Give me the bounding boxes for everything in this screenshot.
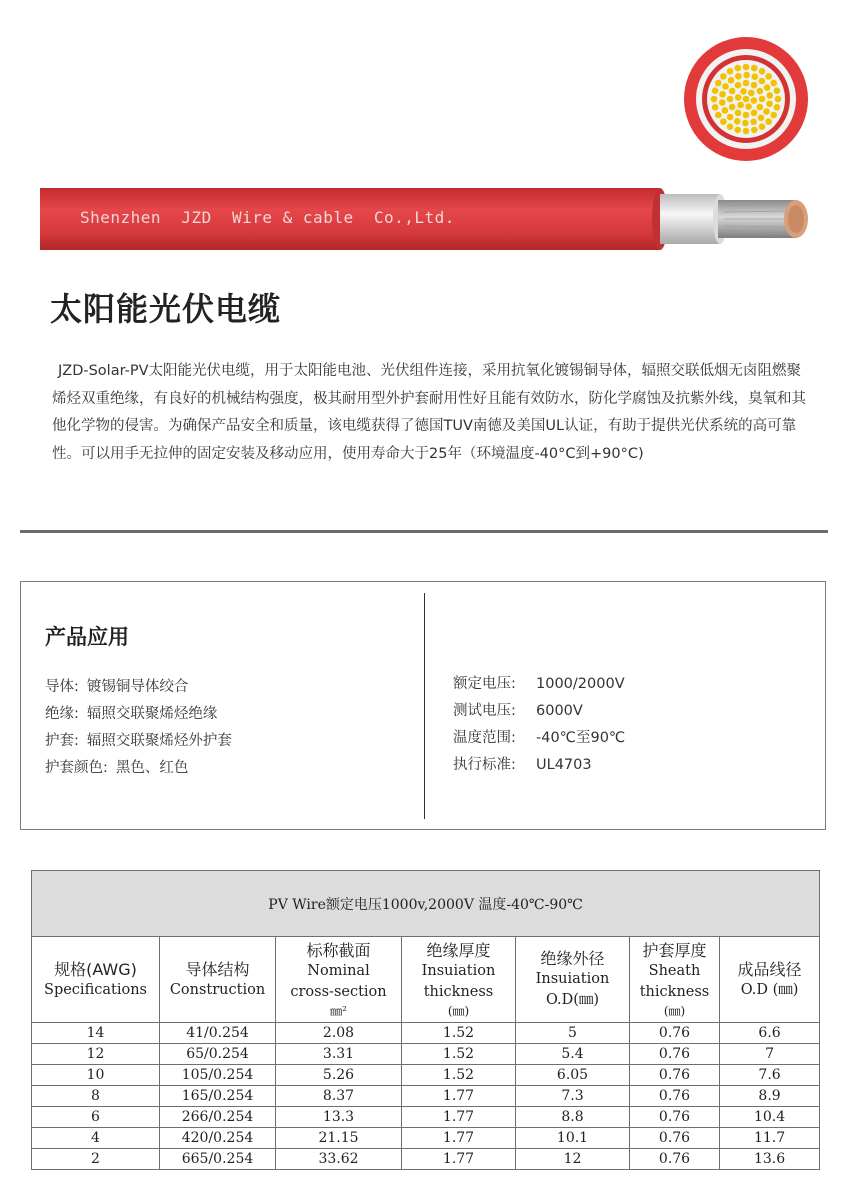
conductor-strand (748, 90, 755, 97)
conductor-strand (743, 72, 750, 79)
column-header: 护套厚度 Sheath thickness (㎜) (630, 937, 720, 1023)
conductor-strand (745, 103, 752, 110)
spec-item: 导体: 镀锡铜导体绞合 (45, 679, 189, 695)
table-row (32, 1128, 820, 1149)
conductor-strand (728, 77, 735, 84)
conductor-strand (751, 73, 758, 80)
table-cell: 10.4 (720, 1107, 820, 1128)
conductor-strand (757, 88, 764, 95)
table-cell: 0.76 (630, 1149, 720, 1170)
conductor-strand (715, 112, 722, 119)
table-cell: 0.76 (630, 1107, 720, 1128)
conductor-strand (763, 108, 770, 115)
conductor-strand (743, 64, 750, 71)
conductor-strand (774, 87, 781, 94)
conductor-strand (759, 96, 766, 103)
conductor-strand (719, 99, 726, 106)
conductor-strand (743, 80, 750, 87)
conductor-strand (734, 118, 741, 125)
table-cell: 7 (720, 1044, 820, 1065)
table-row (32, 1107, 820, 1128)
table-cell: 7.6 (720, 1065, 820, 1086)
conductor-strand (766, 100, 773, 107)
material-spec-list (45, 674, 232, 782)
conductor-strand (737, 102, 744, 109)
table-cell: 11.7 (720, 1128, 820, 1149)
conductor-strand (727, 123, 734, 130)
conductor-strand (751, 110, 758, 117)
conductor-strand (735, 73, 742, 80)
spec-item: 执行标准: UL4703 (453, 757, 592, 773)
conductor-strand (734, 65, 741, 72)
table-cell: 1.52 (402, 1023, 516, 1044)
table-cell: 1.77 (402, 1107, 516, 1128)
conductor-strand (735, 94, 742, 101)
table-body (32, 1023, 820, 1170)
column-header: 规格(AWG) Specifications (32, 937, 160, 1023)
conductor-strand (720, 73, 727, 80)
conductor-strand (727, 96, 734, 103)
table-cell: 2 (32, 1149, 160, 1170)
table-cell: 266/0.254 (160, 1107, 276, 1128)
table-cell: 10.1 (516, 1128, 630, 1149)
table-cell: 1.77 (402, 1086, 516, 1107)
panel-separator (424, 593, 425, 819)
spec-item: 绝缘: 辐照交联聚烯烃绝缘 (45, 706, 218, 722)
conductor-strand (770, 80, 777, 87)
table-cell: 3.31 (276, 1044, 402, 1065)
conductor-strand (751, 65, 758, 72)
conductor-strand (759, 123, 766, 130)
conductor-strand (729, 104, 736, 111)
spec-item: 额定电压: 1000/2000V (453, 676, 625, 692)
table-cell: 0.76 (630, 1023, 720, 1044)
table-cell: 165/0.254 (160, 1086, 276, 1107)
column-header: 绝缘外径 Insuiation O.D(㎜) (516, 937, 630, 1023)
conductor-strand (712, 87, 719, 94)
conductor-strand (722, 107, 729, 114)
table-cell: 6.05 (516, 1065, 630, 1086)
table-cell: 2.08 (276, 1023, 402, 1044)
table-header-row (32, 937, 820, 1023)
table-cell: 8 (32, 1086, 160, 1107)
conductor-strand (715, 80, 722, 87)
table-cell: 1.77 (402, 1149, 516, 1170)
spec-item: 护套: 辐照交联聚烯烃外护套 (45, 733, 232, 749)
conductor-strand (727, 68, 734, 75)
conductor-strand (751, 97, 758, 104)
application-title: 产品应用 (45, 625, 129, 649)
column-header: 绝缘厚度 Insuiation thickness (㎜) (402, 937, 516, 1023)
table-row (32, 1023, 820, 1044)
table-cell: 665/0.254 (160, 1149, 276, 1170)
column-header: 导体结构 Construction (160, 937, 276, 1023)
conductor-strand (735, 82, 742, 89)
table-cell: 0.76 (630, 1044, 720, 1065)
table-cell: 4 (32, 1128, 160, 1149)
conductor-strand (774, 104, 781, 111)
table-cell: 8.37 (276, 1086, 402, 1107)
table-cell: 0.76 (630, 1065, 720, 1086)
conductor-strand (729, 88, 736, 95)
table-cell: 14 (32, 1023, 160, 1044)
column-header: 标称截面 Nominal cross-section ㎜² (276, 937, 402, 1023)
spec-item: 温度范围: -40℃至90℃ (453, 730, 626, 746)
spec-table (31, 870, 820, 1170)
table-cell: 6.6 (720, 1023, 820, 1044)
conductor-strand (750, 118, 757, 125)
conductor-strand (720, 118, 727, 125)
table-cell: 1.77 (402, 1128, 516, 1149)
conductor-strand (743, 96, 750, 103)
table-cell: 105/0.254 (160, 1065, 276, 1086)
product-intro: JZD-Solar-PV太阳能光伏电缆，用于太阳能电池、光伏组件连接，采用抗氧化镀锡铜导体，辐照交联低烟无卤阻燃聚烯烃双重绝缘，有良好的机械结构强度，极其耐用型外护套耐用性好且能有效防水，防化学腐蚀及抗紫外线，臭氧和其他化学物的侵害。为确保产品安全和质量，该电缆获得了德国TUV南德及美国UL认证，有助于提供光伏系统的高可靠性。可以用手无拉伸的固定安装及移动应用，使用寿命大于25年（环境温度-40°C到+90°C) (52, 363, 806, 462)
table-caption: PV Wire额定电压1000v,2000V 温度-40℃-90℃ (32, 871, 820, 937)
table-cell: 41/0.254 (160, 1023, 276, 1044)
table-cell: 65/0.254 (160, 1044, 276, 1065)
conductor-strand (775, 96, 782, 103)
conductor-strand (727, 114, 734, 121)
table-cell: 5 (516, 1023, 630, 1044)
table-cell: 8.9 (720, 1086, 820, 1107)
page-title: 太阳能光伏电缆 (50, 290, 282, 328)
table-cell: 12 (32, 1044, 160, 1065)
table-cell: 13.3 (276, 1107, 402, 1128)
table-cell: 7.3 (516, 1086, 630, 1107)
table-cell: 21.15 (276, 1128, 402, 1149)
application-panel (20, 581, 826, 830)
section-divider (20, 530, 828, 533)
cable-brand-print: Shenzhen JZD Wire & cable Co.,Ltd. (80, 208, 455, 227)
spec-item: 护套颜色: 黑色、红色 (45, 760, 189, 776)
table-cell: 5.4 (516, 1044, 630, 1065)
table-cell: 1.52 (402, 1065, 516, 1086)
conductor-strand (765, 73, 772, 80)
conductor-strand (722, 83, 729, 90)
spec-item: 测试电压: 6000V (453, 703, 583, 719)
conductor-strand (751, 127, 758, 134)
table-cell: 5.26 (276, 1065, 402, 1086)
table-cell: 12 (516, 1149, 630, 1170)
conductor-strand (735, 110, 742, 117)
table-cell: 6 (32, 1107, 160, 1128)
conductor-strand (766, 92, 773, 99)
cable-cross-section-image (682, 35, 810, 163)
table-row (32, 1044, 820, 1065)
conductor-strand (757, 104, 764, 111)
conductor-strand (743, 128, 750, 135)
table-cell: 10 (32, 1065, 160, 1086)
table-row (32, 1065, 820, 1086)
table-cell: 8.8 (516, 1107, 630, 1128)
conductor-strand (742, 120, 749, 127)
electrical-spec-list (453, 671, 625, 779)
conductor-strand (759, 78, 766, 85)
conductor-strand (758, 114, 765, 121)
conductor-strand (759, 68, 766, 75)
table-cell: 0.76 (630, 1086, 720, 1107)
conductor-strand (711, 96, 718, 103)
conductor-strand (712, 104, 719, 111)
table-row (32, 1086, 820, 1107)
table-row (32, 1149, 820, 1170)
conductor-strand (765, 118, 772, 125)
table-cell: 33.62 (276, 1149, 402, 1170)
conductor-strand (734, 127, 741, 134)
conductor-strand (740, 88, 747, 95)
conductor-strand (719, 91, 726, 98)
table-cell: 1.52 (402, 1044, 516, 1065)
conductor-strand (751, 82, 758, 89)
table-cell: 13.6 (720, 1149, 820, 1170)
table-cell: 0.76 (630, 1128, 720, 1149)
conductor-strand (770, 112, 777, 119)
table-cell: 420/0.254 (160, 1128, 276, 1149)
column-header: 成品线径 O.D (㎜) (720, 937, 820, 1023)
conductor-strand (743, 112, 750, 119)
conductor-strand (764, 84, 771, 91)
